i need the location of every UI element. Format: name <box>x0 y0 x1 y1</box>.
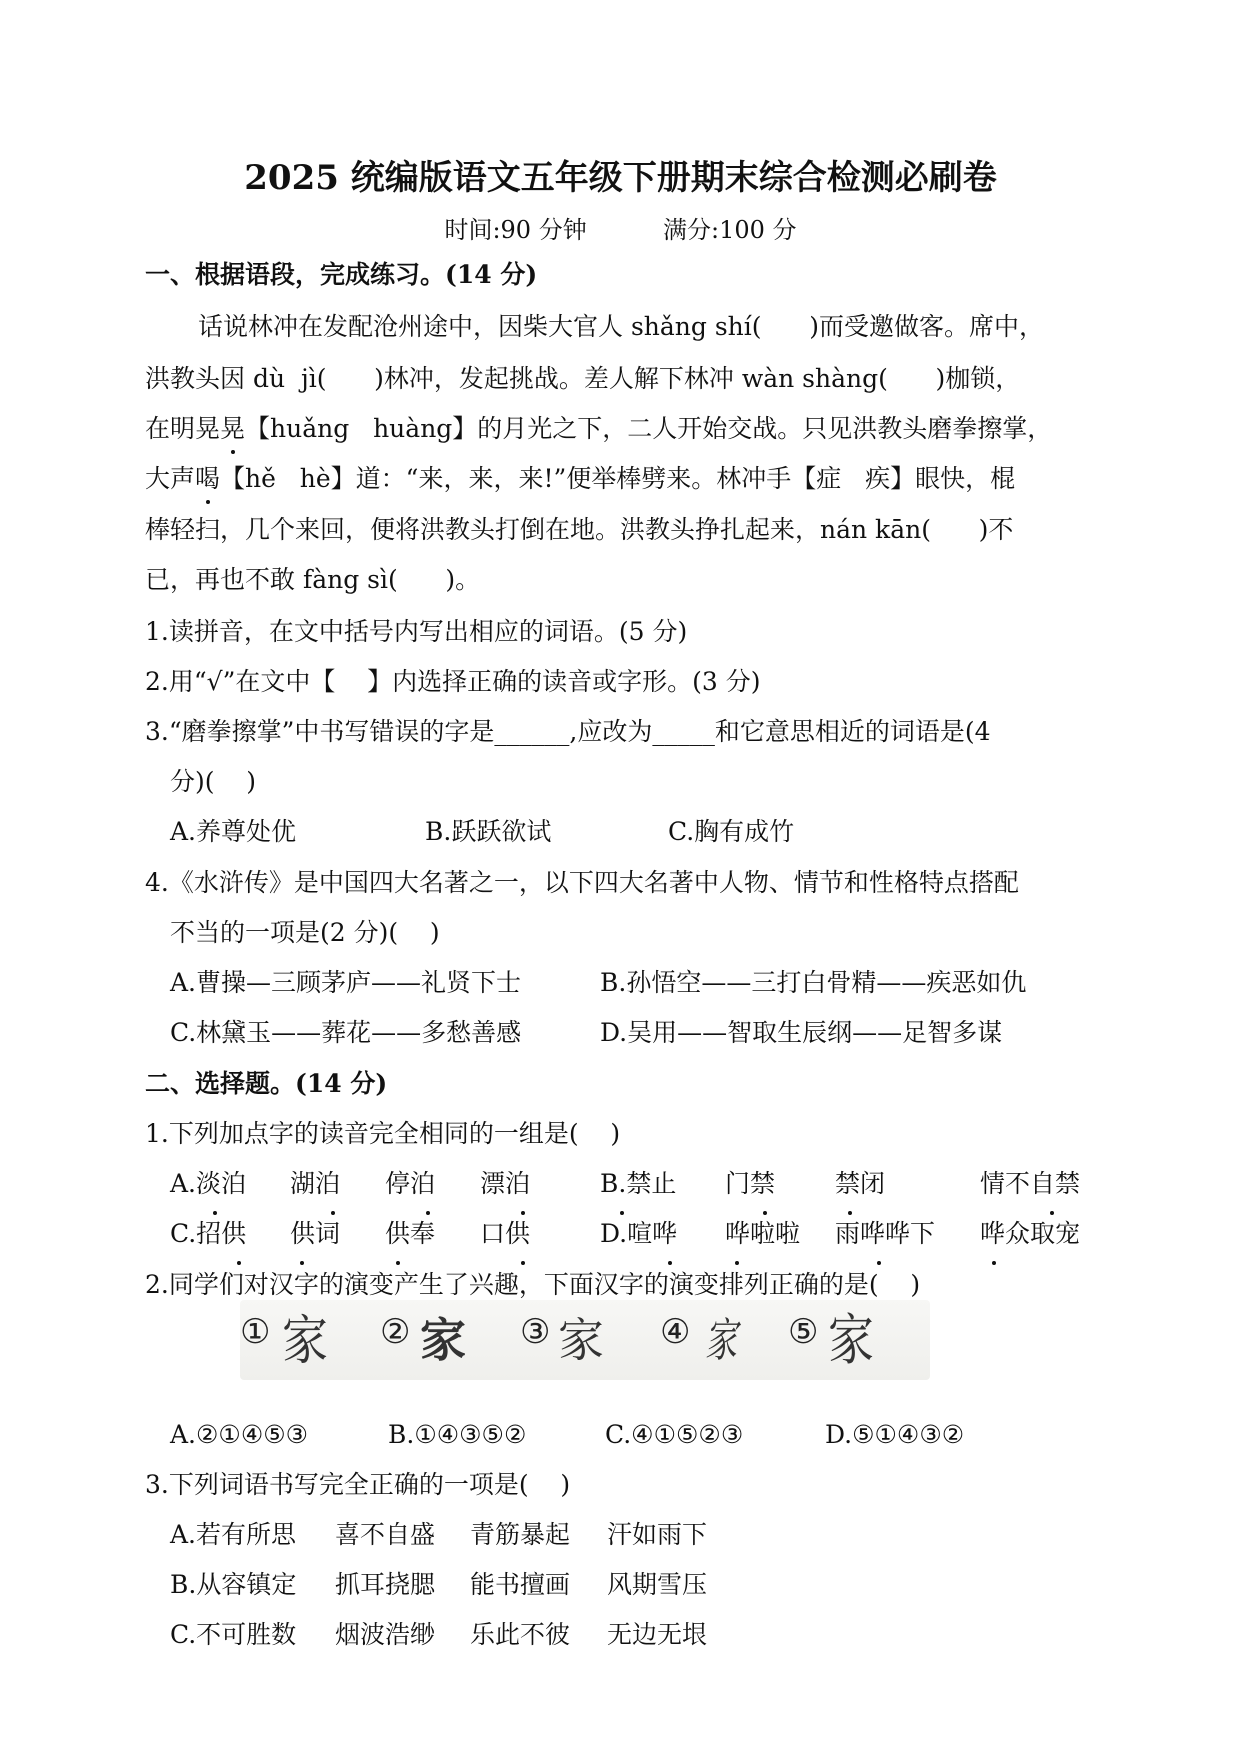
s2-question-2: 2.同学们对汉字的演变产生了兴趣，下面汉字的演变排列正确的是( ) <box>145 1270 921 1299</box>
s2-q1-word: 雨哗哗下 <box>835 1219 936 1248</box>
s1-question-4-cont: 不当的一项是(2 分)( ) <box>170 918 440 947</box>
label-4: ④ <box>660 1312 691 1352</box>
s1-q3-option-c: C.胸有成竹 <box>668 817 795 846</box>
s1-question-4: 4.《水浒传》是中国四大名著之一，以下四大名著中人物、情节和性格特点搭配 <box>145 868 1019 897</box>
s2-question-3: 3.下列词语书写完全正确的一项是( ) <box>145 1470 571 1499</box>
label-1: ① <box>240 1312 271 1352</box>
s1-question-2: 2.用“√”在文中【 】内选择正确的读音或字形。(3 分) <box>145 667 761 696</box>
s1-q3-option-b: B.跃跃欲试 <box>425 817 552 846</box>
label-2: ② <box>380 1312 411 1352</box>
s2-q3-word: 乐此不彼 <box>470 1620 571 1649</box>
s2-q3-word: 无边无垠 <box>607 1620 708 1649</box>
s2-q1-word: 禁闭 <box>835 1169 886 1198</box>
s2-q2-option-d: D.⑤①④③② <box>825 1420 965 1449</box>
s2-q3-word: 汗如雨下 <box>607 1520 708 1549</box>
s2-q3-word: 喜不自盛 <box>335 1520 436 1549</box>
s2-q1-word: 情不自禁 <box>980 1169 1081 1198</box>
s2-q1-option-c-label: C.招供 <box>170 1219 247 1248</box>
passage-line-6: 已，再也不敢 fàng sì( )。 <box>145 565 481 594</box>
s2-q2-option-c: C.④①⑤②③ <box>605 1420 744 1449</box>
seal-char-2: 家 <box>420 1313 466 1367</box>
section-2-heading: 二、选择题。(14 分) <box>145 1069 388 1098</box>
s1-question-1: 1.读拼音，在文中括号内写出相应的词语。(5 分) <box>145 617 688 646</box>
s2-q2-option-a: A.②①④⑤③ <box>170 1420 309 1449</box>
s1-q4-option-a: A.曹操—三顾茅庐——礼贤下士 <box>170 968 522 997</box>
s2-q3-option-b: B.从容镇定 <box>170 1570 297 1599</box>
seal-char-5: 家 <box>828 1307 874 1373</box>
s2-q1-word: 漂泊 <box>480 1169 531 1198</box>
s2-q3-option-a: A.若有所思 <box>170 1520 297 1549</box>
s2-q1-word: 哗啦啦 <box>725 1219 801 1248</box>
s2-q3-word: 烟波浩缈 <box>335 1620 436 1649</box>
s1-question-3-cont: 分)( ) <box>170 767 257 796</box>
s1-question-3: 3.“磨拳擦掌”中书写错误的字是______,应改为_____和它意思相近的词语是(4 <box>145 717 991 746</box>
s2-q1-word: 供词 <box>290 1219 341 1248</box>
s2-q3-option-c: C.不可胜数 <box>170 1620 297 1649</box>
s2-q1-word: 供奉 <box>385 1219 436 1248</box>
s2-q3-word: 风期雪压 <box>607 1570 708 1599</box>
passage-line-4: 大声喝【hě hè】道：“来，来，来!”便举棒劈来。林冲手【症 疾】眼快，棍 <box>145 462 1015 496</box>
s1-q4-option-d: D.吴用——智取生辰纲——足智多谋 <box>600 1018 1003 1047</box>
s1-q4-option-c: C.林黛玉——葬花——多愁善感 <box>170 1018 522 1047</box>
seal-char-4: 家 <box>704 1313 738 1367</box>
dotted-char: 晃 <box>220 412 245 446</box>
dotted-char: 喝 <box>195 462 220 496</box>
s2-q3-word: 能书擅画 <box>470 1570 571 1599</box>
character-evolution-image <box>240 1300 930 1380</box>
s2-q1-word: 哗众取宠 <box>980 1219 1081 1248</box>
s2-q1-word: 湖泊 <box>290 1169 341 1198</box>
s2-q3-word: 青筋暴起 <box>470 1520 571 1549</box>
s1-q4-option-b: B.孙悟空——三打白骨精——疾恶如仇 <box>600 968 1027 997</box>
s2-q1-word: 停泊 <box>385 1169 436 1198</box>
passage-line-5: 棒轻扫，几个来回，便将洪教头打倒在地。洪教头挣扎起来，nán kān( )不 <box>145 515 1014 544</box>
label-3: ③ <box>520 1312 551 1352</box>
seal-char-1: 家 <box>282 1308 328 1372</box>
section-1-heading: 一、根据语段，完成练习。(14 分) <box>145 260 538 289</box>
passage-line-2: 洪教头因 dù jì( )林冲，发起挑战。差人解下林冲 wàn shàng( )枷锁， <box>145 364 1021 393</box>
s2-q1-word: 门禁 <box>725 1169 776 1198</box>
s2-q1-option-b-label: B.禁止 <box>600 1169 677 1198</box>
page-title: 2025 统编版语文五年级下册期末综合检测必刷卷 <box>244 158 997 198</box>
s2-q1-word: 口供 <box>480 1219 531 1248</box>
label-5: ⑤ <box>788 1312 819 1352</box>
s2-q2-option-b: B.①④③⑤② <box>388 1420 527 1449</box>
s2-q1-option-d-label: D.喧哗 <box>600 1219 678 1248</box>
exam-info: 时间:90 分钟 满分:100 分 <box>444 216 797 244</box>
s2-question-1: 1.下列加点字的读音完全相同的一组是( ) <box>145 1119 621 1148</box>
s2-q3-word: 抓耳挠腮 <box>335 1570 436 1599</box>
passage-line-1: 话说林冲在发配沧州途中，因柴大官人 shǎng shí( )而受邀做客。席中， <box>198 312 1044 341</box>
passage-line-3: 在明晃晃【huǎng huàng】的月光之下，二人开始交战。只见洪教头磨拳擦掌， <box>145 412 1052 446</box>
s2-q1-option-a-label: A.淡泊 <box>170 1169 247 1198</box>
seal-char-3: 家 <box>558 1313 604 1367</box>
s1-q3-option-a: A.养尊处优 <box>170 817 297 846</box>
